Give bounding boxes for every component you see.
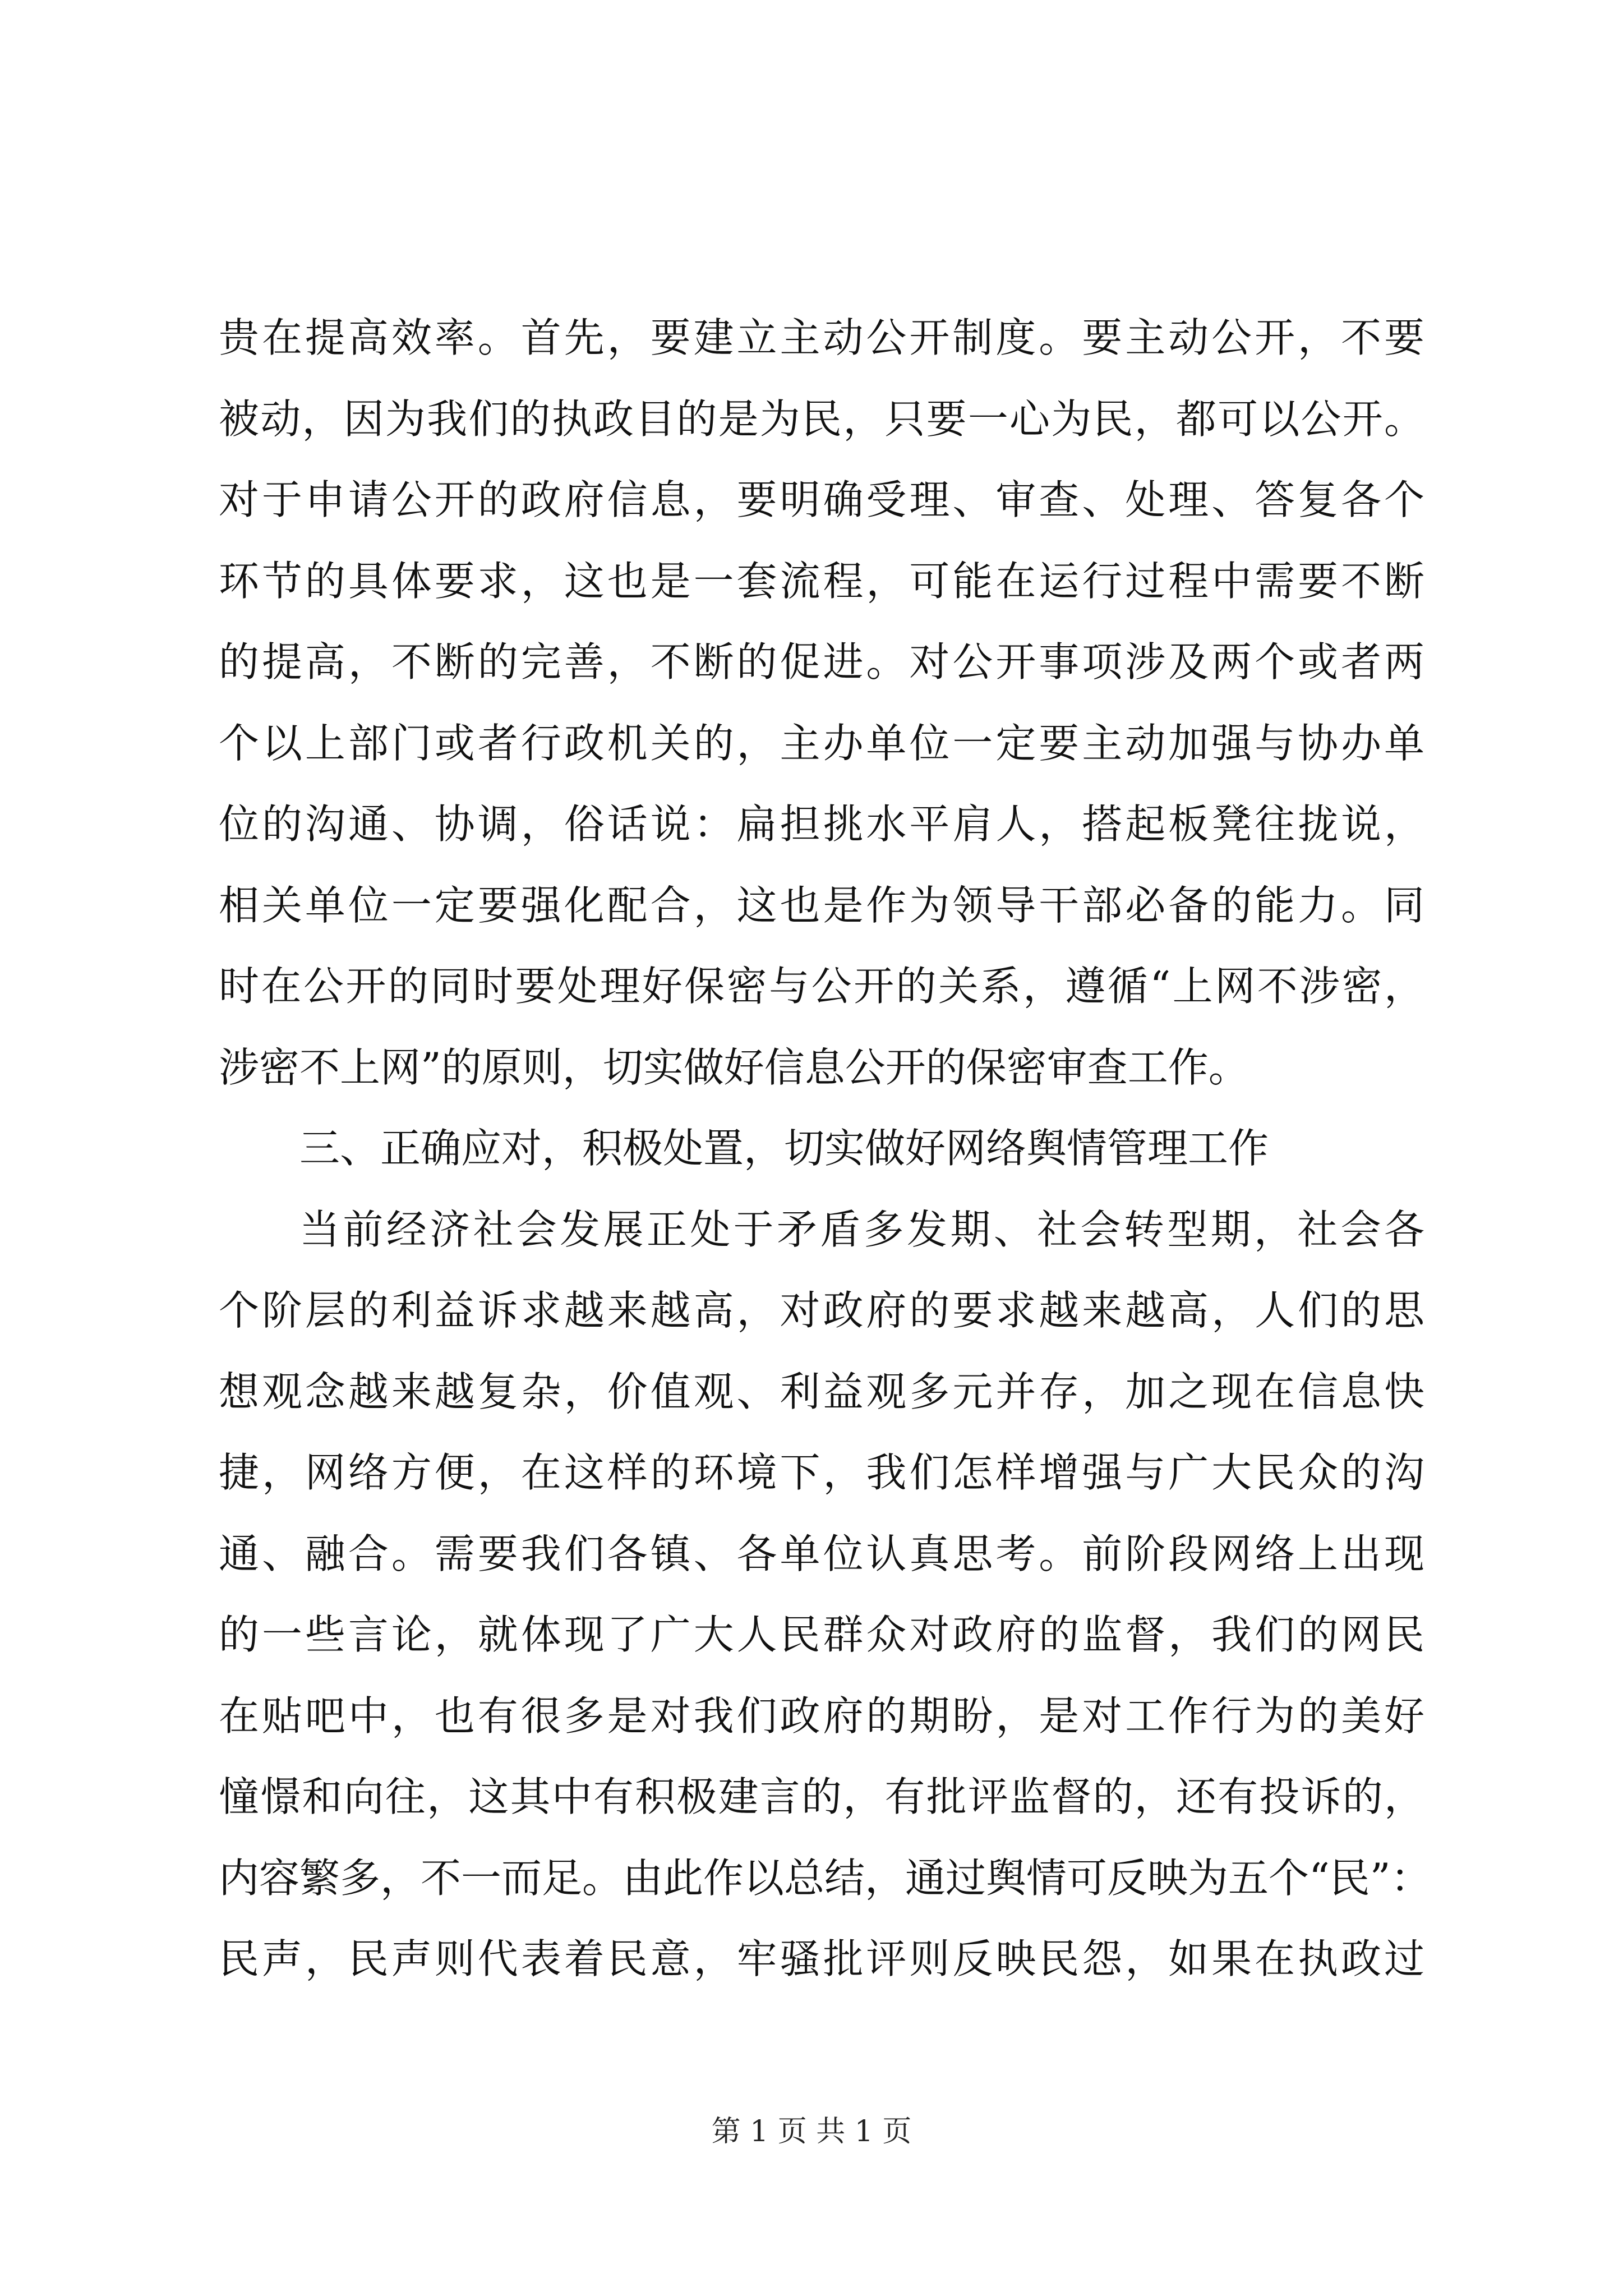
body-line: 个以上部门或者行政机关的，主办单位一定要主动加强与协办单 [219, 719, 1424, 767]
body-line: 对于申请公开的政府信息，要明确受理、审查、处理、答复各个 [219, 476, 1424, 523]
body-line: 在贴吧中，也有很多是对我们政府的期盼，是对工作行为的美好 [219, 1692, 1424, 1740]
body-line: 个阶层的利益诉求越来越高，对政府的要求越来越高，人们的思 [219, 1287, 1424, 1334]
body-line: 捷，网络方便，在这样的环境下，我们怎样增强与广大民众的沟 [219, 1449, 1424, 1496]
document-body [219, 297, 1431, 2000]
body-line: 位的沟通、协调，俗话说：扁担挑水平肩人，搭起板凳往拢说， [219, 800, 1424, 848]
body-line: 的一些言论，就体现了广大人民群众对政府的监督，我们的网民 [219, 1611, 1424, 1658]
body-line: 的提高，不断的完善，不断的促进。对公开事项涉及两个或者两 [219, 638, 1424, 685]
body-line: 涉密不上网”的原则，切实做好信息公开的保密审查工作。 [219, 1043, 1249, 1091]
body-line: 民声，民声则代表着民意，牢骚批评则反映民怨，如果在执政过 [219, 1935, 1424, 1982]
page-footer [0, 2115, 1623, 2148]
section-heading: 三、正确应对，积极处置，切实做好网络舆情管理工作 [299, 1125, 1269, 1172]
body-line: 相关单位一定要强化配合，这也是作为领导干部必备的能力。同 [219, 881, 1424, 929]
body-line: 想观念越来越复杂，价值观、利益观多元并存，加之现在信息快 [219, 1368, 1424, 1415]
body-line: 被动，因为我们的执政目的是为民，只要一心为民，都可以公开。 [219, 395, 1424, 443]
body-line: 内容繁多，不一而足。由此作以总结，通过舆情可反映为五个“民”： [219, 1854, 1431, 1902]
paragraph-first-line: 当前经济社会发展正处于矛盾多发期、社会转型期，社会各 [299, 1205, 1424, 1253]
body-line: 环节的具体要求，这也是一套流程，可能在运行过程中需要不断 [219, 557, 1424, 605]
page-number-label: 第 1 页 共 1 页 [711, 2115, 912, 2148]
body-line: 贵在提高效率。首先，要建立主动公开制度。要主动公开，不要 [219, 314, 1424, 361]
body-line: 憧憬和向往，这其中有积极建言的，有批评监督的，还有投诉的， [219, 1773, 1424, 1820]
body-line: 时在公开的同时要处理好保密与公开的关系，遵循“上网不涉密， [219, 963, 1424, 1010]
body-line: 通、融合。需要我们各镇、各单位认真思考。前阶段网络上出现 [219, 1530, 1424, 1577]
